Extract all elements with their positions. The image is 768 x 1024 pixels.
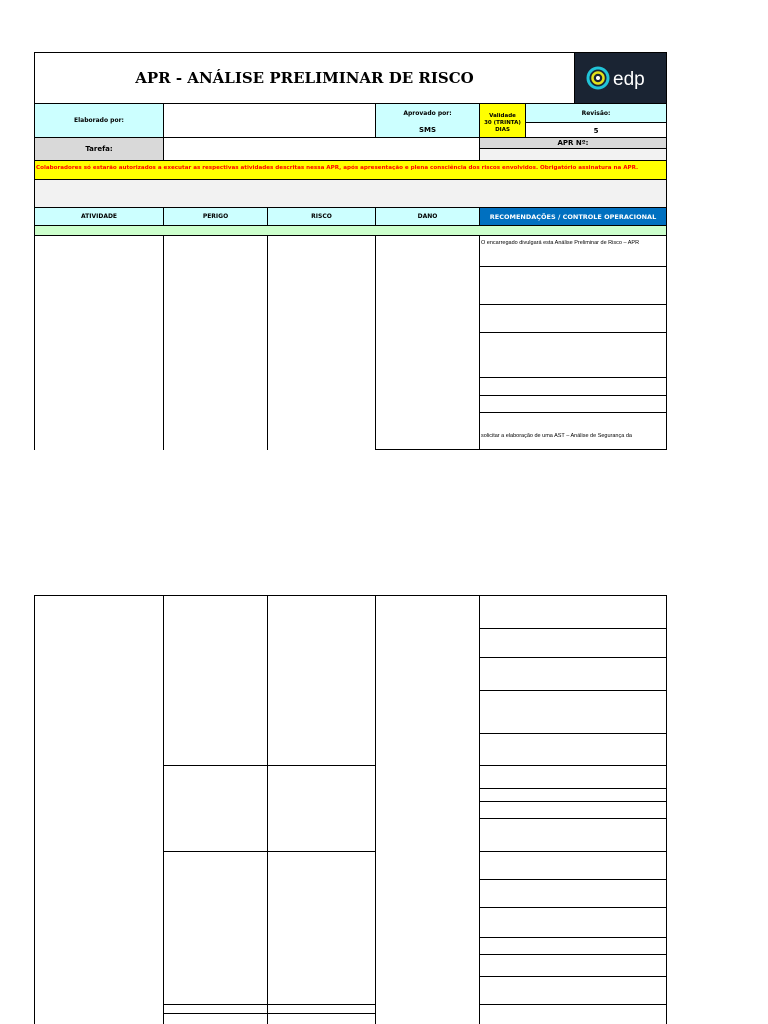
notice-banner: Colaboradores só estarão autorizados a executar as respectivas atividades descritas nessa APR, após apresentação e plena consciência dos riscos envolvidos. Obrigatório assinatura na APR. [34, 160, 667, 180]
grid-line [163, 851, 376, 852]
logo-text: edp [612, 69, 645, 90]
aprovado-value: SMS [418, 126, 437, 134]
grid-line [666, 236, 667, 450]
recommendation-text-first: O encarregado divulgará esta Análise Preliminar de Risco – APR [481, 240, 640, 246]
grid-line [375, 595, 376, 1024]
grid-line [479, 1004, 667, 1005]
grid-line [479, 266, 667, 267]
grid-line [479, 657, 667, 658]
col-header-perigo: PERIGO [163, 207, 268, 226]
col-header-dano: DANO [375, 207, 480, 226]
tarefa-label: Tarefa: [34, 137, 164, 161]
grid-line [375, 236, 376, 450]
grid-line [479, 595, 480, 1024]
edp-logo [574, 52, 667, 104]
grid-line [479, 976, 667, 977]
grid-line [479, 304, 667, 305]
grid-line [479, 954, 667, 955]
apr-no-label: APR Nº: [479, 137, 667, 149]
grid-line [666, 595, 667, 1024]
grid-line [34, 595, 35, 1024]
aprovado-block [375, 103, 480, 138]
grid-line [163, 765, 376, 766]
grid-line [479, 690, 667, 691]
edp-logo-icon [583, 63, 659, 93]
elaborado-label: Elaborado por: [34, 103, 164, 138]
revisao-label: Revisão: [525, 103, 667, 123]
grid-line [479, 395, 667, 396]
grid-line [34, 236, 35, 450]
grid-line [267, 236, 268, 450]
grid-line [34, 595, 667, 596]
recommendation-text-last: solicitar a elaboração de uma AST – Análise de Segurança da [481, 433, 632, 439]
grid-line [479, 788, 667, 789]
page-title: APR - ANÁLISE PRELIMINAR DE RISCO [34, 52, 575, 104]
grid-line [163, 1013, 376, 1014]
grid-line [163, 236, 164, 450]
revisao-value[interactable]: 5 [525, 122, 667, 139]
grid-line [479, 937, 667, 938]
validade-label: Validade [489, 113, 516, 119]
grid-line [479, 628, 667, 629]
grid-line [479, 801, 667, 802]
elaborado-field[interactable] [163, 103, 376, 138]
col-header-risco: RISCO [267, 207, 376, 226]
aprovado-label: Aprovado por: [403, 110, 452, 117]
grid-line [375, 449, 667, 450]
grid-line [479, 907, 667, 908]
grid-line [479, 236, 480, 450]
grid-line [479, 412, 667, 413]
col-header-recomendacoes: RECOMENDAÇÕES / CONTROLE OPERACIONAL [479, 207, 667, 226]
grid-line [479, 851, 667, 852]
grid-line [267, 595, 268, 1024]
grid-line [479, 332, 667, 333]
tarefa-field[interactable] [163, 137, 480, 161]
grid-line [479, 733, 667, 734]
grid-line [479, 818, 667, 819]
validade-value: 30 (TRINTA) DIAS [484, 120, 521, 133]
col-header-atividade: ATIVIDADE [34, 207, 164, 226]
grid-line [163, 1004, 376, 1005]
grid-line [163, 595, 164, 1024]
validade-block [479, 103, 526, 138]
grid-line [479, 879, 667, 880]
grid-line [479, 765, 667, 766]
notice-spacer [34, 179, 667, 208]
green-band [34, 225, 667, 236]
grid-line [479, 377, 667, 378]
